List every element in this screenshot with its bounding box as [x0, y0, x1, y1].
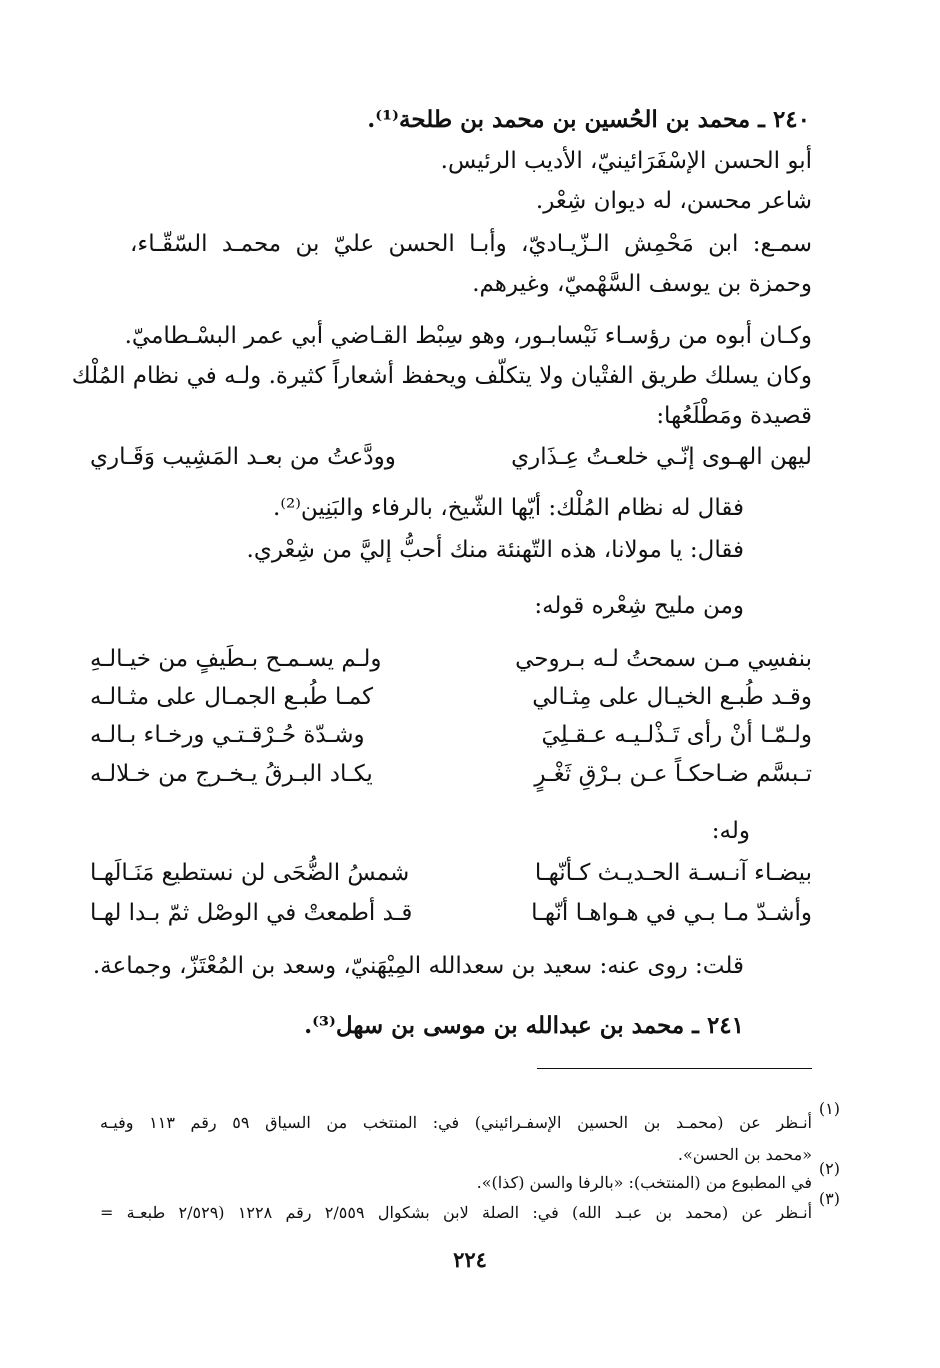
poem1-intro: ومن مليح شِعْره قوله:: [534, 593, 744, 619]
verse-first-hemistich: بيضـاء آنـسـة الحـديـث كـأنّهـا: [534, 860, 812, 886]
verse-first-hemistich: ولـمّـا أنْ رأى تَـذْلـيـه عـقـلِيَ: [541, 722, 812, 748]
footnote-3-line-1: أنـظر عن (محمد بن عبـد الله) في: الصلة لابن بشكوال ٢/٥٥٩ رقم ١٢٢٨ (٢/٥٢٩ طبعـة =: [100, 1203, 813, 1222]
entry-240-line-kunya: أبو الحسن الإسْفَرَائينيّ، الأديب الرئيس.: [440, 148, 812, 174]
verse-second-hemistich: قـد أطمعتْ في الوصْل ثمّ بـدا لهـا: [90, 900, 413, 926]
entry-240-line-poet: شاعر محسن، له ديوان شِعْر.: [535, 188, 812, 214]
verse-first-hemistich: بنفسِي مـن سمحتُ لـه بـروحي: [515, 646, 812, 672]
verse-second-hemistich: يكـاد البـرقُ يـخـرج من خـلالـه: [90, 761, 373, 787]
dialogue-nizam: فقال له نظام المُلْك: أيّها الشّيخ، بالرفاء والبَنِين⁽²⁾.: [273, 495, 744, 521]
verse-second-hemistich: ولـم يسـمـح بـطَيفٍ من خيـالـهِ: [90, 646, 382, 672]
entry-240-heading: ٢٤٠ ـ محمد بن الحُسين بن محمد بن طلحة⁽¹⁾.: [367, 106, 810, 133]
footnote-2-line-1: في المطبوع من (المنتخب): «بالرفا والسن (كذا)».: [476, 1173, 812, 1192]
poem1-verse: [90, 718, 812, 752]
poem1-verse: [90, 680, 812, 714]
verse-second-hemistich: وشـدّة حُـرْقـتـي ورخـاء بـالـه: [90, 722, 365, 748]
verse-first-hemistich: ليهن الهـوى إنّـي خلعـتُ عِـذَاري: [511, 444, 812, 470]
entry-240-line-qasida: قصيدة ومَطْلَعُها:: [656, 403, 812, 429]
opening-verse: [90, 440, 812, 474]
entry-240-line-teachers: سمـع: ابن مَحْمِش الـزّيـاديّ، وأبـا الحسن عليّ بن محمـد السّقّـاء،: [130, 231, 812, 257]
verse-second-hemistich: كمـا طُبـع الجمـال على مثـالـه: [90, 684, 374, 710]
verse-first-hemistich: وأشـدّ مـا بـي في هـواهـا أنّهـا: [531, 900, 812, 926]
poem2-intro: وله:: [711, 818, 750, 844]
footnote-1-number: (١): [818, 1099, 840, 1118]
footnote-1-line-2: «محمد بن الحسن».: [677, 1145, 812, 1164]
verse-first-hemistich: وقـد طُبـع الخيـال على مِثـالي: [532, 684, 812, 710]
footnote-3-number: (٣): [818, 1189, 840, 1208]
dialogue-reply: فقال: يا مولانا، هذه التّهنئة منك أحبُّ إليَّ من شِعْري.: [246, 537, 744, 563]
poem1-verse: [90, 642, 812, 676]
footnote-1-line-1: أنـظر عن (محمـد بن الحسين الإسفـرائيني) في: المنتخب من السياق ٥٩ رقم ١١٣ وفيـه: [100, 1113, 813, 1132]
verse-second-hemistich: شمسُ الضُّحَى لن نستطيع مَنَـالَهـا: [90, 860, 410, 886]
footnote-separator: [537, 1068, 812, 1069]
poem2-verse: [90, 856, 812, 890]
page-number: ٢٢٤: [453, 1247, 487, 1272]
entry-240-line-teachers-cont: وحمزة بن يوسف السَّهْميّ، وغيرهم.: [472, 271, 812, 297]
narrators-note: قلت: روى عنه: سعيد بن سعدالله المِيْهَنيّ، وسعد بن المُعْتَزّ، وجماعة.: [92, 953, 744, 979]
verse-second-hemistich: وودَّعتُ من بعـد المَشِيب وَقَـاري: [90, 444, 396, 470]
footnote-2-number: (٢): [818, 1159, 840, 1178]
entry-240-line-father: وكـان أبوه من رؤسـاء نَيْسابـور، وهو سِبْط القـاضي أبي عمر البسْـطاميّ.: [124, 323, 812, 349]
entry-240-line-habits: وكان يسلك طريق الفتْيان ولا يتكلّف ويحفظ أشعاراً كثيرة. ولـه في نظام المُلْك: [71, 363, 812, 389]
verse-first-hemistich: تـبسَّم ضـاحكـاً عـن بـرْقِ ثَغْـرٍ: [534, 761, 812, 787]
poem1-verse: [90, 757, 812, 791]
entry-241-heading: ٢٤١ ـ محمد بن عبدالله بن موسى بن سهل⁽³⁾.: [304, 1012, 744, 1039]
poem2-verse: [90, 896, 812, 930]
